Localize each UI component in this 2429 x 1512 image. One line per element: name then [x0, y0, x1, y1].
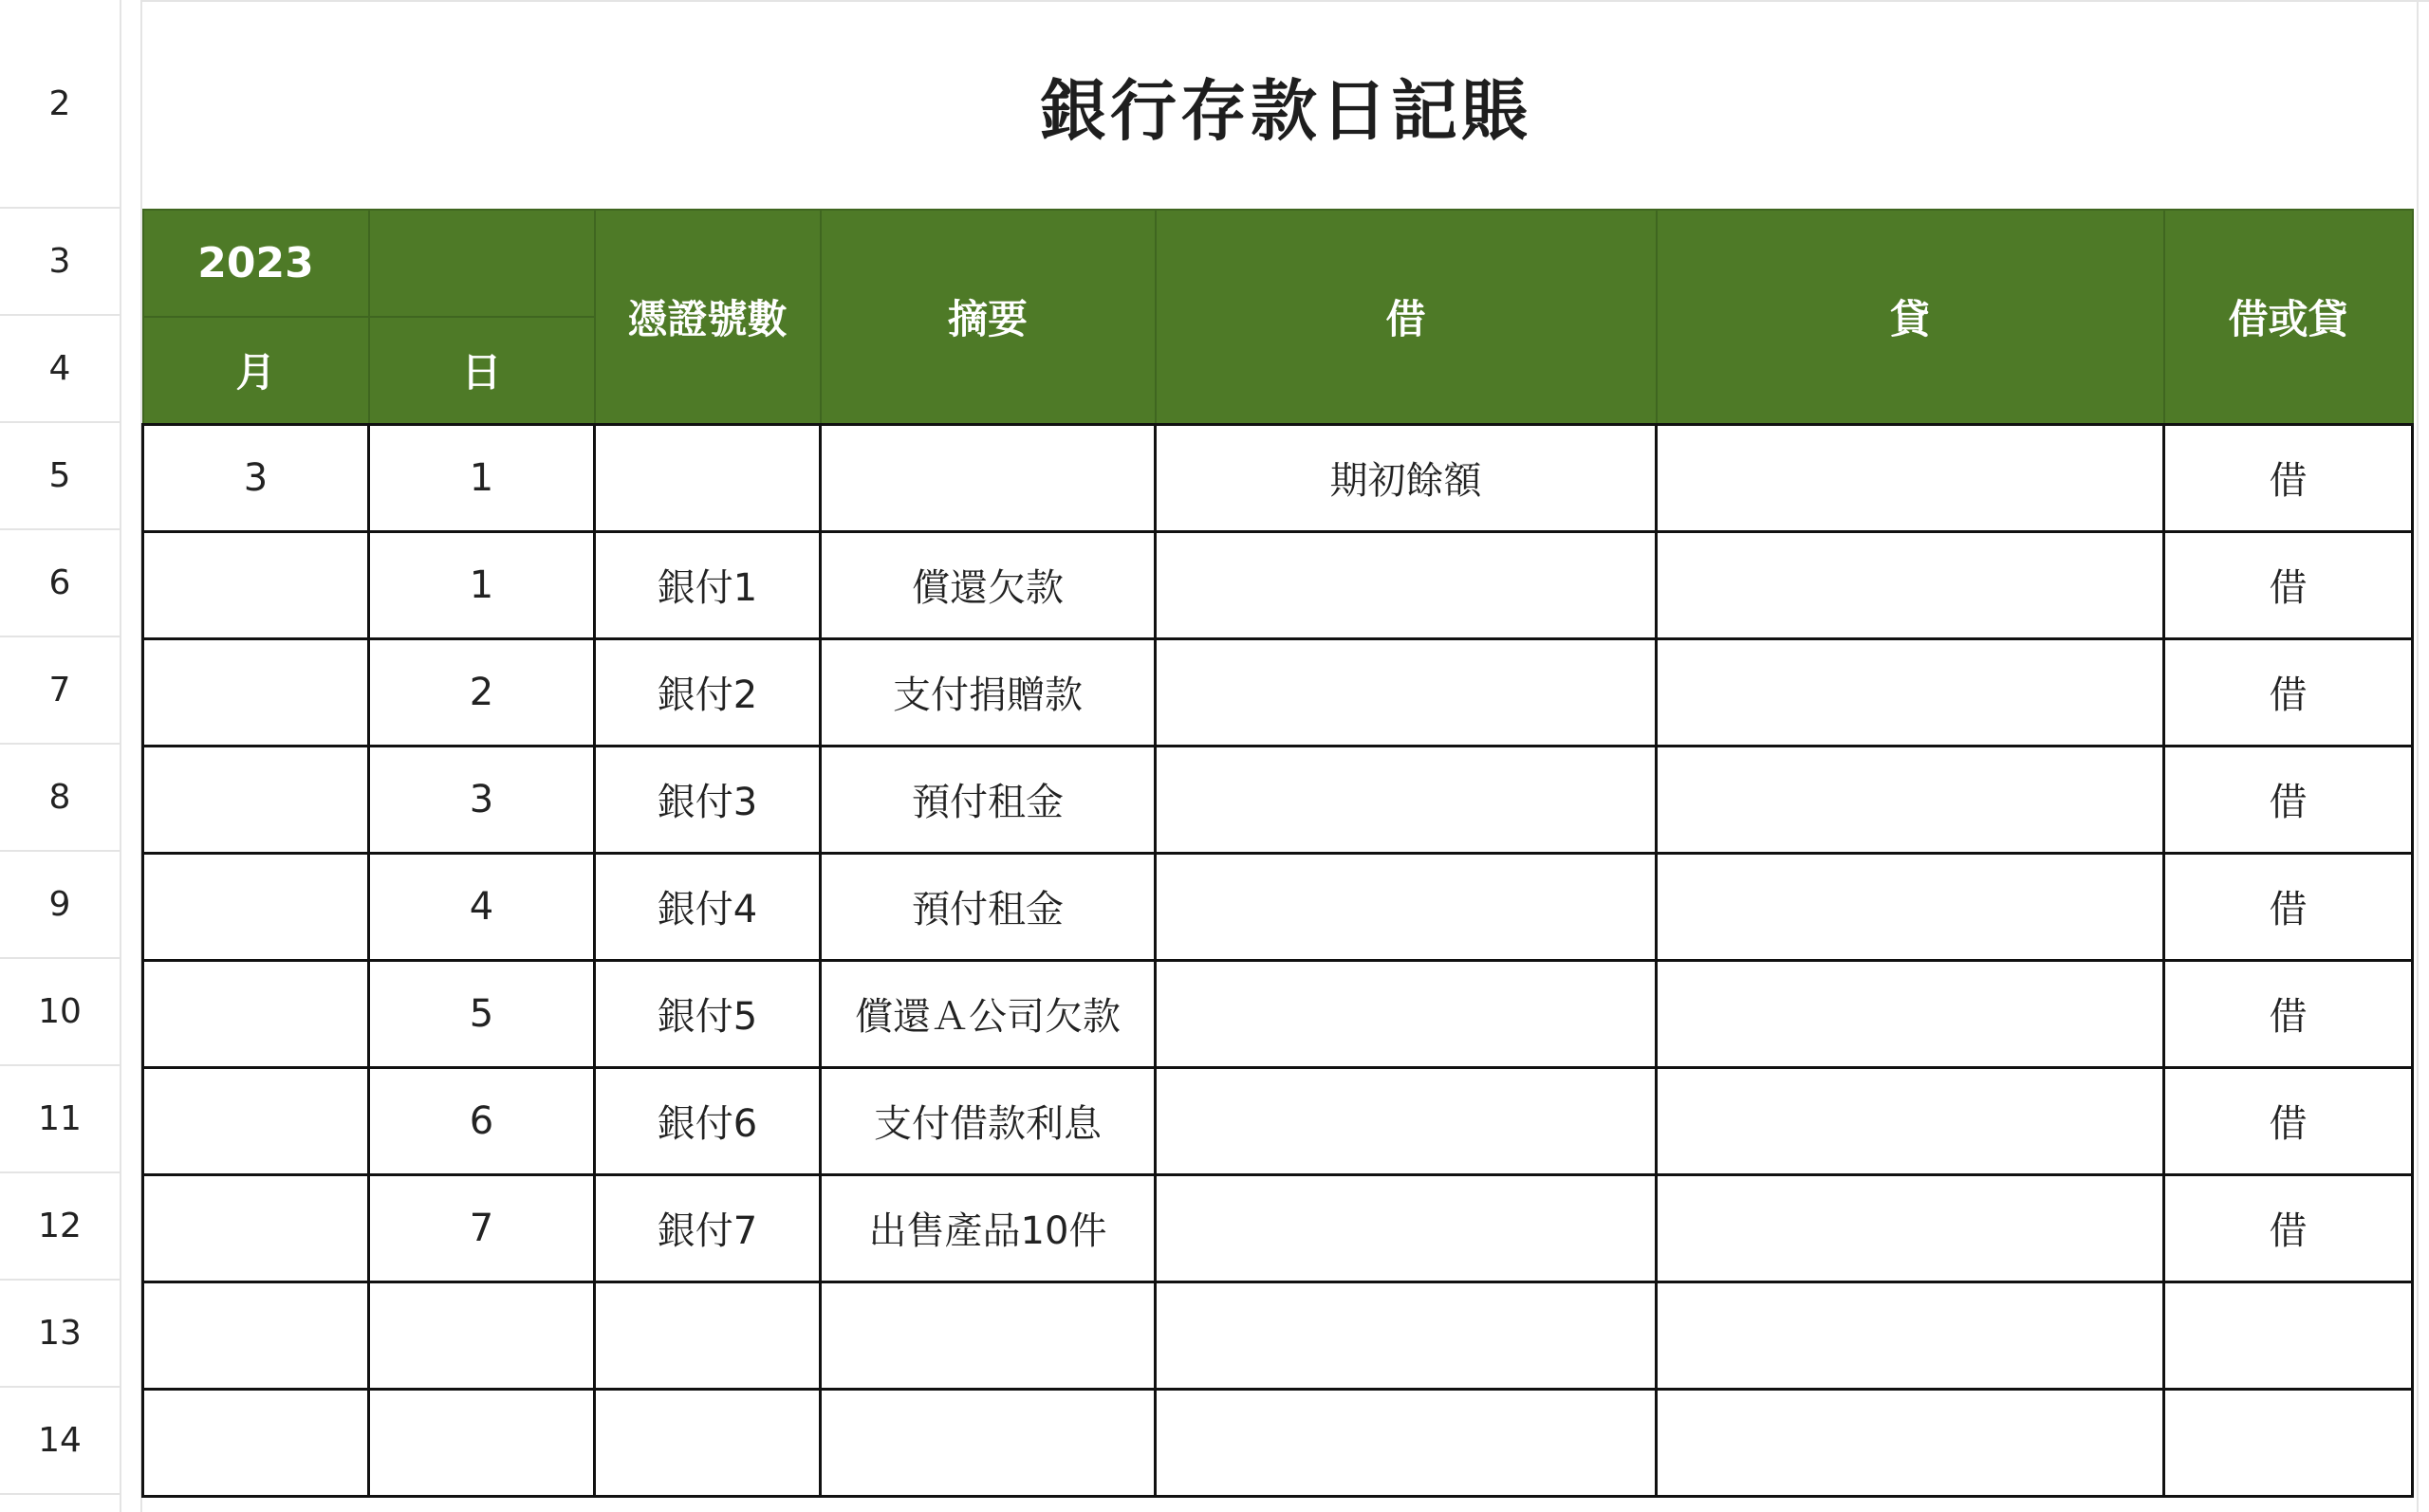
row-header-9[interactable]: 9	[0, 852, 120, 959]
summary-cell[interactable]: 預付租金	[821, 746, 1156, 853]
debit-cell[interactable]	[1156, 1067, 1657, 1174]
row-header-10[interactable]: 10	[0, 959, 120, 1066]
month-cell[interactable]	[143, 960, 369, 1067]
credit-cell[interactable]	[1657, 1282, 2164, 1389]
header-row-year	[143, 210, 2413, 317]
column-a-gutter	[121, 0, 142, 1512]
direction-header-cell[interactable]: 借或貸	[2164, 210, 2413, 424]
debit-cell[interactable]	[1156, 638, 1657, 746]
month-cell[interactable]	[143, 531, 369, 638]
voucher-cell[interactable]	[595, 1389, 821, 1496]
row-header-5[interactable]: 5	[0, 423, 120, 530]
credit-cell[interactable]	[1657, 746, 2164, 853]
next-column-edge	[2417, 0, 2429, 1512]
direction-cell[interactable]: 借	[2164, 531, 2413, 638]
month-cell[interactable]	[143, 1389, 369, 1496]
summary-cell[interactable]: 支付借款利息	[821, 1067, 1156, 1174]
voucher-cell[interactable]: 銀付7	[595, 1174, 821, 1282]
summary-cell[interactable]: 支付捐贈款	[821, 638, 1156, 746]
voucher-cell[interactable]: 銀付1	[595, 531, 821, 638]
table-row	[143, 638, 2413, 746]
direction-cell[interactable]: 借	[2164, 960, 2413, 1067]
credit-cell[interactable]	[1657, 853, 2164, 960]
summary-cell[interactable]: 償還欠款	[821, 531, 1156, 638]
day-cell[interactable]: 1	[369, 424, 595, 531]
day-cell[interactable]: 4	[369, 853, 595, 960]
credit-cell[interactable]	[1657, 1174, 2164, 1282]
summary-cell[interactable]	[821, 1282, 1156, 1389]
table-row	[143, 1389, 2413, 1496]
debit-cell[interactable]	[1156, 531, 1657, 638]
table-row	[143, 1282, 2413, 1389]
summary-cell[interactable]: 預付租金	[821, 853, 1156, 960]
row-header-8[interactable]: 8	[0, 745, 120, 852]
voucher-cell[interactable]: 銀付5	[595, 960, 821, 1067]
credit-header-cell[interactable]: 貸	[1657, 210, 2164, 424]
summary-cell[interactable]	[821, 1389, 1156, 1496]
row-header-2[interactable]: 2	[0, 0, 120, 209]
row-header-13[interactable]: 13	[0, 1281, 120, 1388]
debit-cell[interactable]: 期初餘額	[1156, 424, 1657, 531]
table-row	[143, 960, 2413, 1067]
table-row	[143, 424, 2413, 531]
day-cell[interactable]: 3	[369, 746, 595, 853]
table-row	[143, 853, 2413, 960]
month-cell[interactable]	[143, 1174, 369, 1282]
credit-cell[interactable]	[1657, 1067, 2164, 1174]
debit-header-cell[interactable]: 借	[1156, 210, 1657, 424]
day-cell[interactable]	[369, 1282, 595, 1389]
debit-cell[interactable]	[1156, 746, 1657, 853]
row-header-6[interactable]: 6	[0, 530, 120, 637]
direction-cell[interactable]: 借	[2164, 638, 2413, 746]
year-cell[interactable]: 2023	[143, 210, 369, 317]
month-cell[interactable]	[143, 746, 369, 853]
debit-cell[interactable]	[1156, 1389, 1657, 1496]
table-row	[143, 746, 2413, 853]
summary-cell[interactable]: 出售產品10件	[821, 1174, 1156, 1282]
direction-cell[interactable]: 借	[2164, 746, 2413, 853]
row-header-column	[0, 0, 121, 1512]
credit-cell[interactable]	[1657, 960, 2164, 1067]
ledger-table	[141, 209, 2414, 1498]
voucher-cell[interactable]	[595, 424, 821, 531]
voucher-header-cell[interactable]: 憑證號數	[595, 210, 821, 424]
summary-cell[interactable]: 償還Ａ公司欠款	[821, 960, 1156, 1067]
voucher-cell[interactable]: 銀付2	[595, 638, 821, 746]
day-cell[interactable]: 2	[369, 638, 595, 746]
voucher-cell[interactable]: 銀付6	[595, 1067, 821, 1174]
year-blank-cell[interactable]	[369, 210, 595, 317]
sheet-title: 銀行存款日記賬	[1040, 71, 1531, 150]
month-cell[interactable]	[143, 1067, 369, 1174]
row-header-3[interactable]: 3	[0, 209, 120, 316]
month-header-cell[interactable]: 月	[143, 317, 369, 424]
direction-cell[interactable]: 借	[2164, 1067, 2413, 1174]
direction-cell[interactable]	[2164, 1389, 2413, 1496]
direction-cell[interactable]: 借	[2164, 424, 2413, 531]
debit-cell[interactable]	[1156, 853, 1657, 960]
day-cell[interactable]: 7	[369, 1174, 595, 1282]
row-header-14[interactable]: 14	[0, 1388, 120, 1495]
table-row	[143, 1174, 2413, 1282]
row-header-7[interactable]: 7	[0, 637, 120, 745]
direction-cell[interactable]: 借	[2164, 853, 2413, 960]
credit-cell[interactable]	[1657, 638, 2164, 746]
debit-cell[interactable]	[1156, 1174, 1657, 1282]
title-cell[interactable]	[142, 0, 2429, 209]
voucher-cell[interactable]: 銀付3	[595, 746, 821, 853]
direction-cell[interactable]	[2164, 1282, 2413, 1389]
row-header-11[interactable]: 11	[0, 1066, 120, 1173]
row-header-4[interactable]: 4	[0, 316, 120, 423]
credit-cell[interactable]	[1657, 1389, 2164, 1496]
day-cell[interactable]: 6	[369, 1067, 595, 1174]
day-cell[interactable]: 1	[369, 531, 595, 638]
voucher-cell[interactable]: 銀付4	[595, 853, 821, 960]
day-cell[interactable]: 5	[369, 960, 595, 1067]
month-cell[interactable]	[143, 853, 369, 960]
debit-cell[interactable]	[1156, 960, 1657, 1067]
table-row	[143, 1067, 2413, 1174]
summary-cell[interactable]	[821, 424, 1156, 531]
table-row	[143, 531, 2413, 638]
voucher-cell[interactable]	[595, 1282, 821, 1389]
month-cell[interactable]: 3	[143, 424, 369, 531]
credit-cell[interactable]	[1657, 531, 2164, 638]
row-header-12[interactable]: 12	[0, 1173, 120, 1281]
day-header-cell[interactable]: 日	[369, 317, 595, 424]
direction-cell[interactable]: 借	[2164, 1174, 2413, 1282]
credit-cell[interactable]	[1657, 424, 2164, 531]
summary-header-cell[interactable]: 摘要	[821, 210, 1156, 424]
month-cell[interactable]	[143, 638, 369, 746]
day-cell[interactable]	[369, 1389, 595, 1496]
month-cell[interactable]	[143, 1282, 369, 1389]
debit-cell[interactable]	[1156, 1282, 1657, 1389]
